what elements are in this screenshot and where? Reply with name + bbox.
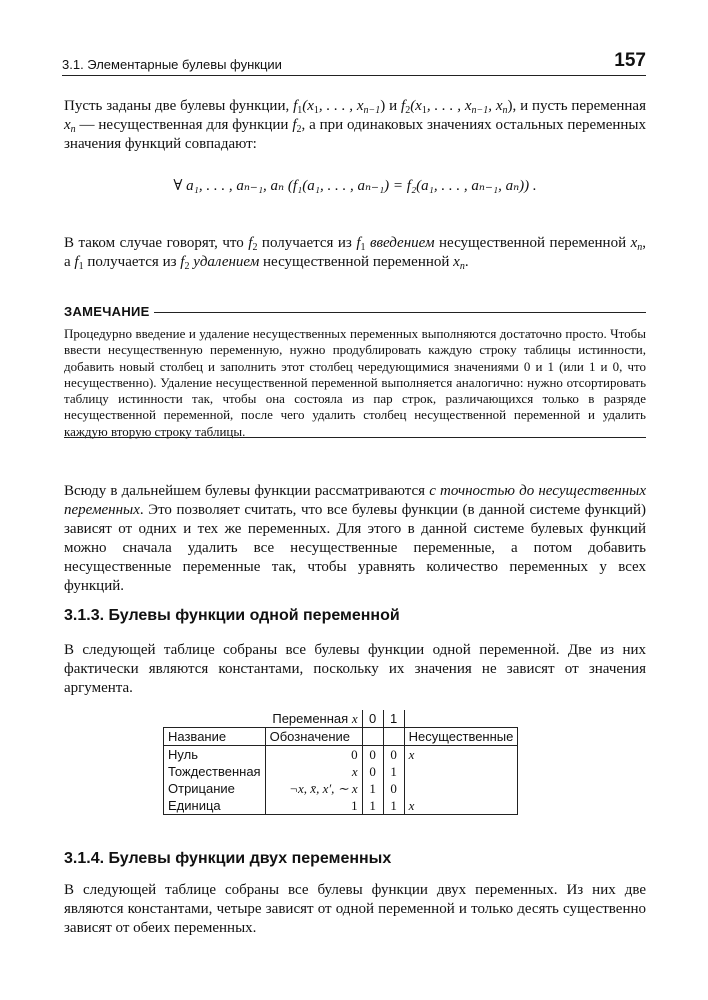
section-heading-3-1-4: 3.1.4. Булевы функции двух переменных bbox=[64, 850, 392, 867]
table-cell-notation: 1 bbox=[265, 797, 362, 815]
header-rule bbox=[62, 75, 646, 76]
table-cell-header-0: 0 bbox=[362, 710, 383, 728]
table-cell-name: Отрицание bbox=[164, 780, 266, 797]
table-cell-inessential: x bbox=[404, 797, 518, 815]
running-title: 3.1. Элементарные булевы функции bbox=[62, 57, 282, 72]
table-cell-notation: 0 bbox=[265, 746, 362, 764]
paragraph-up-to-inessential: Всюду в дальнейшем булевы функции рассматриваются с точностью до несущественных переменных. Это позволяет считать, что все булевы функции (в данной системе функций) зависят от одних и тех же переменных. Для этого в данной системе булевых функций можно сначала удалить все несущественные переменные, а потом добавить несущественные переменные так, чтобы уравнять количество переменных у всех функций. bbox=[64, 483, 646, 594]
table-cell-notation: x bbox=[265, 763, 362, 780]
paragraph-section-3-1-3: В следующей таблице собраны все булевы функции одной переменной. Две из них фактически являются константами, поскольку их значения не зависят от значения аргумента. bbox=[64, 642, 646, 696]
display-formula: ∀ a₁, . . . , aₙ₋₁, aₙ (f₁(a₁, . . . , aₙ₋₁) = f₂(a₁, . . . , aₙ₋₁, aₙ)) . bbox=[173, 178, 537, 194]
table-cell-inessential bbox=[404, 780, 518, 797]
table-row bbox=[164, 746, 518, 764]
table-cell-notation: ¬x, x̄, x′, ∼ x bbox=[265, 780, 362, 797]
table-cell-value: 1 bbox=[362, 780, 383, 797]
remark-text: Процедурно введение и удаление несущественных переменных выполняются достаточно просто. Чтобы ввести несущественную переменную, нужно продублировать каждую строку таблицы истинности, добавить новый столбец и заполнить этот столбец чередующимися значениями 0 и 1 (или 1 и 0, что несущественно). Удаление несущественной переменной выполняется аналогично: нужно отсортировать таблицу истинности так, чтобы она состояла из пар строк, различающихся только в разряде несущественной переменной, после чего удалить столбец несущественной переменной и удалить каждую вторую строку таблицы. bbox=[64, 326, 646, 439]
table-cell-name: Тождественная bbox=[164, 763, 266, 780]
table-header-row-variable bbox=[164, 710, 518, 728]
table-header-row-columns bbox=[164, 728, 518, 746]
section-heading-3-1-3: 3.1.3. Булевы функции одной переменной bbox=[64, 607, 400, 624]
paragraph-two-functions: Пусть заданы две булевы функции, $f_1(x_1$, . . . , $x_{n-1}$) и $f_2(x_1$, . . . , $x_{n-1}$, $x_n$), и пусть переменная $x_n$ — несущественная для функции $f_2$, а при одинаковых значениях остальных переменных значения функций совпадают: bbox=[64, 98, 646, 152]
one-variable-functions-table bbox=[163, 710, 518, 815]
table-row bbox=[164, 763, 518, 780]
paragraph-introduction-removal: В таком случае говорят, что $f_2$ получается из $f_1$ введением несущественной переменной $x_n$, а $f_1$ получается из $f_2$ удалением несущественной переменной $x_n$. bbox=[64, 235, 647, 272]
table-col-name: Название bbox=[164, 728, 266, 746]
table-cell-value: 0 bbox=[383, 780, 404, 797]
table-cell-name: Нуль bbox=[164, 746, 266, 764]
table-cell-value: 1 bbox=[383, 763, 404, 780]
table-cell-inessential bbox=[404, 763, 518, 780]
table-col-empty-0 bbox=[362, 728, 383, 746]
page-header bbox=[62, 50, 646, 76]
table-row bbox=[164, 780, 518, 797]
table-cell-value: 0 bbox=[362, 746, 383, 764]
remark-heading bbox=[64, 304, 646, 320]
table-col-inessential: Несущественные bbox=[404, 728, 518, 746]
table-cell-value: 0 bbox=[362, 763, 383, 780]
table-col-notation: Обозначение bbox=[265, 728, 362, 746]
page-number: 157 bbox=[614, 50, 646, 71]
table-cell-value: 1 bbox=[362, 797, 383, 815]
table-cell-header-1: 1 bbox=[383, 710, 404, 728]
paragraph-section-3-1-4: В следующей таблице собраны все булевы функции двух переменных. Из них две являются константами, четыре зависят от одной переменной и только десять существенно зависят от обеих переменных. bbox=[64, 882, 646, 936]
table-cell-empty bbox=[404, 710, 518, 728]
table-cell-name: Единица bbox=[164, 797, 266, 815]
table-col-empty-1 bbox=[383, 728, 404, 746]
table-cell-value: 0 bbox=[383, 746, 404, 764]
table-cell-value: 1 bbox=[383, 797, 404, 815]
remark-title: ЗАМЕЧАНИЕ bbox=[64, 304, 154, 319]
table-cell-inessential: x bbox=[404, 746, 518, 764]
table-cell-variable-label: Переменная x bbox=[164, 710, 363, 728]
table-row bbox=[164, 797, 518, 815]
remark-end-rule bbox=[64, 437, 646, 438]
